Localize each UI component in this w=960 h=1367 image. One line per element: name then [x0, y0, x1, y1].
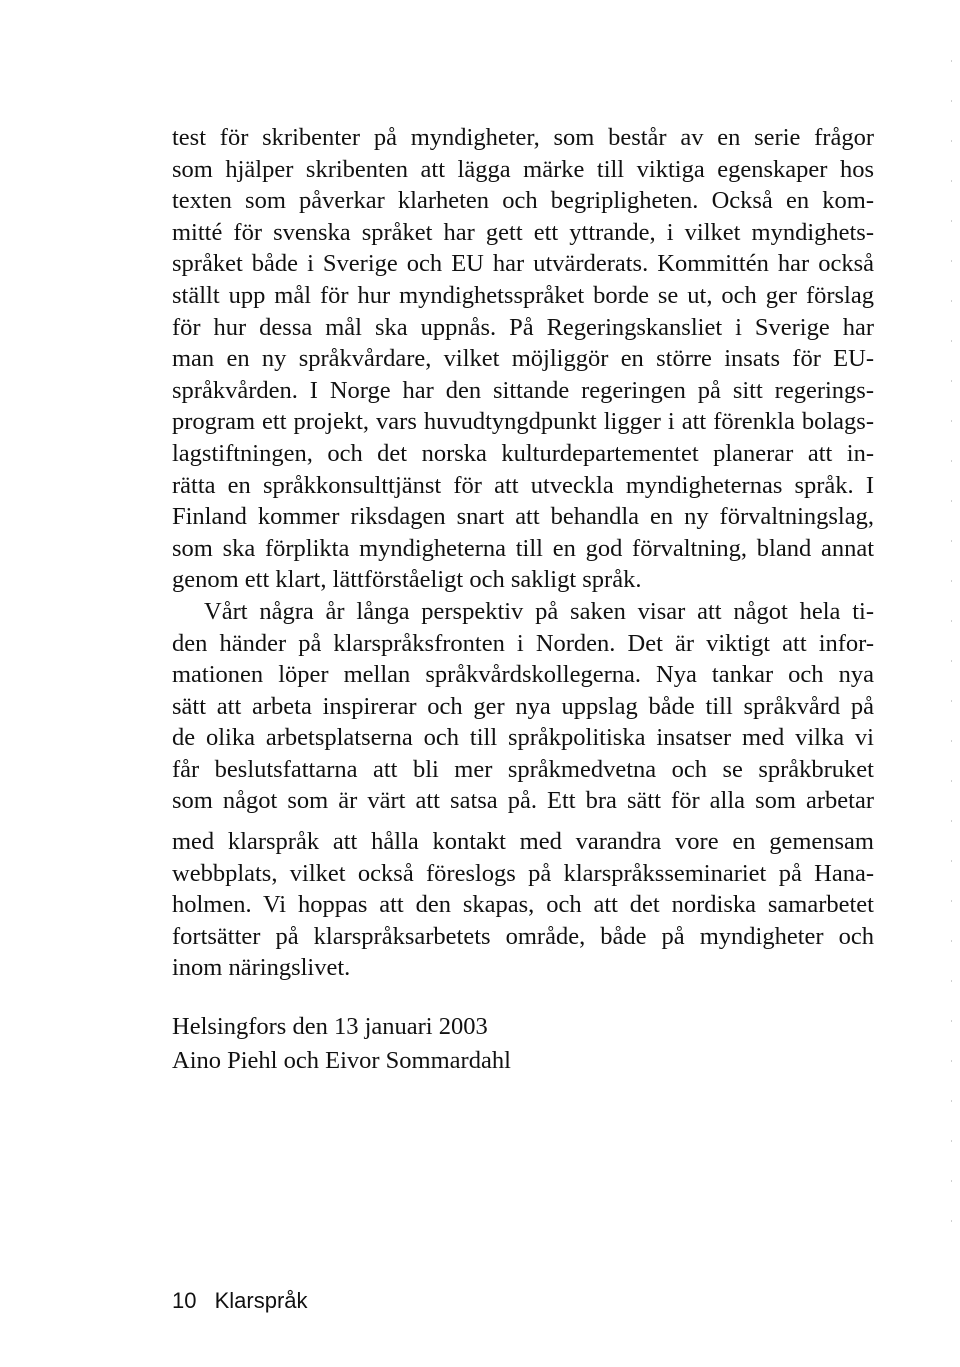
- text-line: den händer på klarspråksfronten i Norden. Det är viktigt att infor-: [172, 629, 874, 657]
- text-line: för hur dessa mål ska uppnås. På Regeringskansliet i Sverige har: [172, 313, 874, 341]
- paragraph-3: [172, 826, 874, 984]
- text-line: inom näringslivet.: [172, 954, 351, 982]
- text-line: som hjälper skribenten att lägga märke till viktiga egenskaper hos: [172, 155, 874, 183]
- scan-edge-mark: [951, 60, 952, 1260]
- paragraph-1: [172, 122, 874, 596]
- text-line: språket både i Sverige och EU har utvärderats. Kommittén har också: [172, 250, 874, 278]
- text-line: rätta en språkkonsulttjänst för att utveckla myndigheternas språk. I: [172, 471, 874, 499]
- text-line: mationen löper mellan språkvårdskollegerna. Nya tankar och nya: [172, 661, 874, 689]
- page-break-gap: [172, 817, 874, 826]
- text-line: språkvården. I Norge har den sittande regeringen på sitt regerings-: [172, 376, 874, 404]
- text-line: med klarspråk att hålla kontakt med varandra vore en gemensam: [172, 828, 874, 856]
- text-line: som ska förplikta myndigheterna till en god förvaltning, bland annat: [172, 534, 874, 562]
- text-line: sätt att arbeta inspirerar och ger nya uppslag både till språkvård på: [172, 692, 874, 720]
- text-line: Vårt några år långa perspektiv på saken visar att något hela ti-: [204, 597, 874, 625]
- text-line: de olika arbetsplatserna och till språkpolitiska insatser med vilka vi: [172, 724, 874, 752]
- text-line: mitté för svenska språket har gett ett yttrande, i vilket myndighets-: [172, 218, 874, 246]
- place-date: Helsingfors den 13 januari 2003: [172, 1013, 488, 1040]
- text-line: som något som är värt att satsa på. Ett bra sätt för alla som arbetar: [172, 787, 874, 815]
- text-line: Finland kommer riksdagen snart att behandla en ny förvaltningslag,: [172, 503, 874, 531]
- text-line: holmen. Vi hoppas att den skapas, och att det nordiska samarbetet: [172, 891, 874, 919]
- text-line: fortsätter på klarspråksarbetets område, både på myndigheter och: [172, 922, 874, 950]
- text-line: ställt upp mål för hur myndighetsspråket borde se ut, och ger förslag: [172, 281, 874, 309]
- page-footer: [172, 1288, 308, 1314]
- text-line: man en ny språkvårdare, vilket möjliggör en större insats för EU-: [172, 345, 874, 373]
- text-line: test för skribenter på myndigheter, som består av en serie frågor: [172, 124, 874, 151]
- paragraph-2: [172, 596, 874, 817]
- body-text: [172, 122, 874, 984]
- text-line: får beslutsfattarna att bli mer språkmedvetna och se språkbruket: [172, 755, 874, 783]
- closing-signature: [172, 1010, 511, 1078]
- publication-name: Klarspråk: [214, 1288, 308, 1313]
- authors: Aino Piehl och Eivor Sommardahl: [172, 1047, 511, 1074]
- text-line: program ett projekt, vars huvudtyngdpunkt ligger i att förenkla bolags-: [172, 408, 874, 436]
- text-line: lagstiftningen, och det norska kulturdepartementet planerar att in-: [172, 439, 874, 467]
- page-number: 10: [172, 1288, 197, 1313]
- text-line: genom ett klart, lättförståeligt och sakligt språk.: [172, 566, 642, 594]
- text-line: webbplats, vilket också föreslogs på klarspråksseminariet på Hana-: [172, 859, 874, 887]
- text-line: texten som påverkar klarheten och begripligheten. Också en kom-: [172, 187, 874, 215]
